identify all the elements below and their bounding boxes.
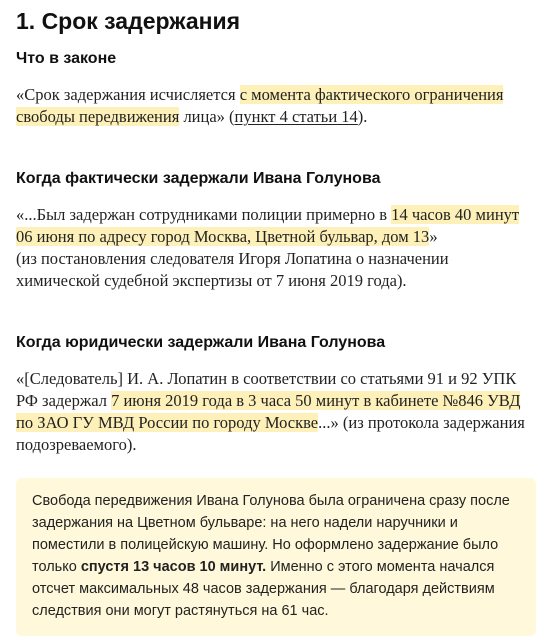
legal-quote-open: «[Следователь] И. А. Лопатин в соответствии со статьями 91 и 92 УПК РФ задержал <box>16 369 517 410</box>
actual-detention-quote <box>16 204 536 292</box>
note-text-before: Свобода передвижения Ивана Голунова была ограничена сразу после задержания на Цветном бульваре: на него надели наручники и поместили в полицейскую машину. Но оформлено задержание было только <box>32 493 510 575</box>
law-quote-open: «Срок задержания исчисляется <box>16 85 240 104</box>
actual-quote-source: (из постановления следователя Игоря Лопатина о назначении химической судебной экспертизы от 7 июня 2019 года). <box>16 249 449 290</box>
article <box>16 0 536 636</box>
actual-quote-open: «...Был задержан сотрудниками полиции примерно в <box>16 205 392 224</box>
subheading-law: Что в законе <box>16 50 117 67</box>
legal-quote-close: ...» (из протокола задержания подозреваемого). <box>16 413 525 454</box>
law-quote-close: ). <box>357 107 368 126</box>
actual-quote-close: » <box>429 227 438 246</box>
subheading-actual-detention: Когда фактически задержали Ивана Голунова <box>16 170 381 187</box>
legal-detention-quote <box>16 368 536 456</box>
summary-note <box>16 478 536 636</box>
law-quote-highlight: с момента фактического ограничения свободы передвижения <box>16 85 504 126</box>
law-quote <box>16 84 536 128</box>
actual-quote-highlight: 14 часов 40 минут 06 июня по адресу город Москва, Цветной бульвар, дом 13 <box>16 205 520 246</box>
legal-quote-highlight: 7 июня 2019 года в 3 часа 50 минут в кабинете №846 УВД по ЗАО ГУ МВД России по городу Москве <box>16 391 521 432</box>
law-article-link[interactable]: пункт 4 статьи 14 <box>234 107 358 126</box>
note-bold: спустя 13 часов 10 минут. <box>80 559 267 575</box>
note-text-after: Именно с этого момента начался отсчет максимальных 48 часов задержания — благодаря действиям следствия они могут растянуться на 61 час. <box>32 559 495 619</box>
law-quote-mid: лица» ( <box>179 107 235 126</box>
section-heading: 1. Срок задержания <box>16 8 241 34</box>
subheading-legal-detention: Когда юридически задержали Ивана Голунова <box>16 334 386 351</box>
